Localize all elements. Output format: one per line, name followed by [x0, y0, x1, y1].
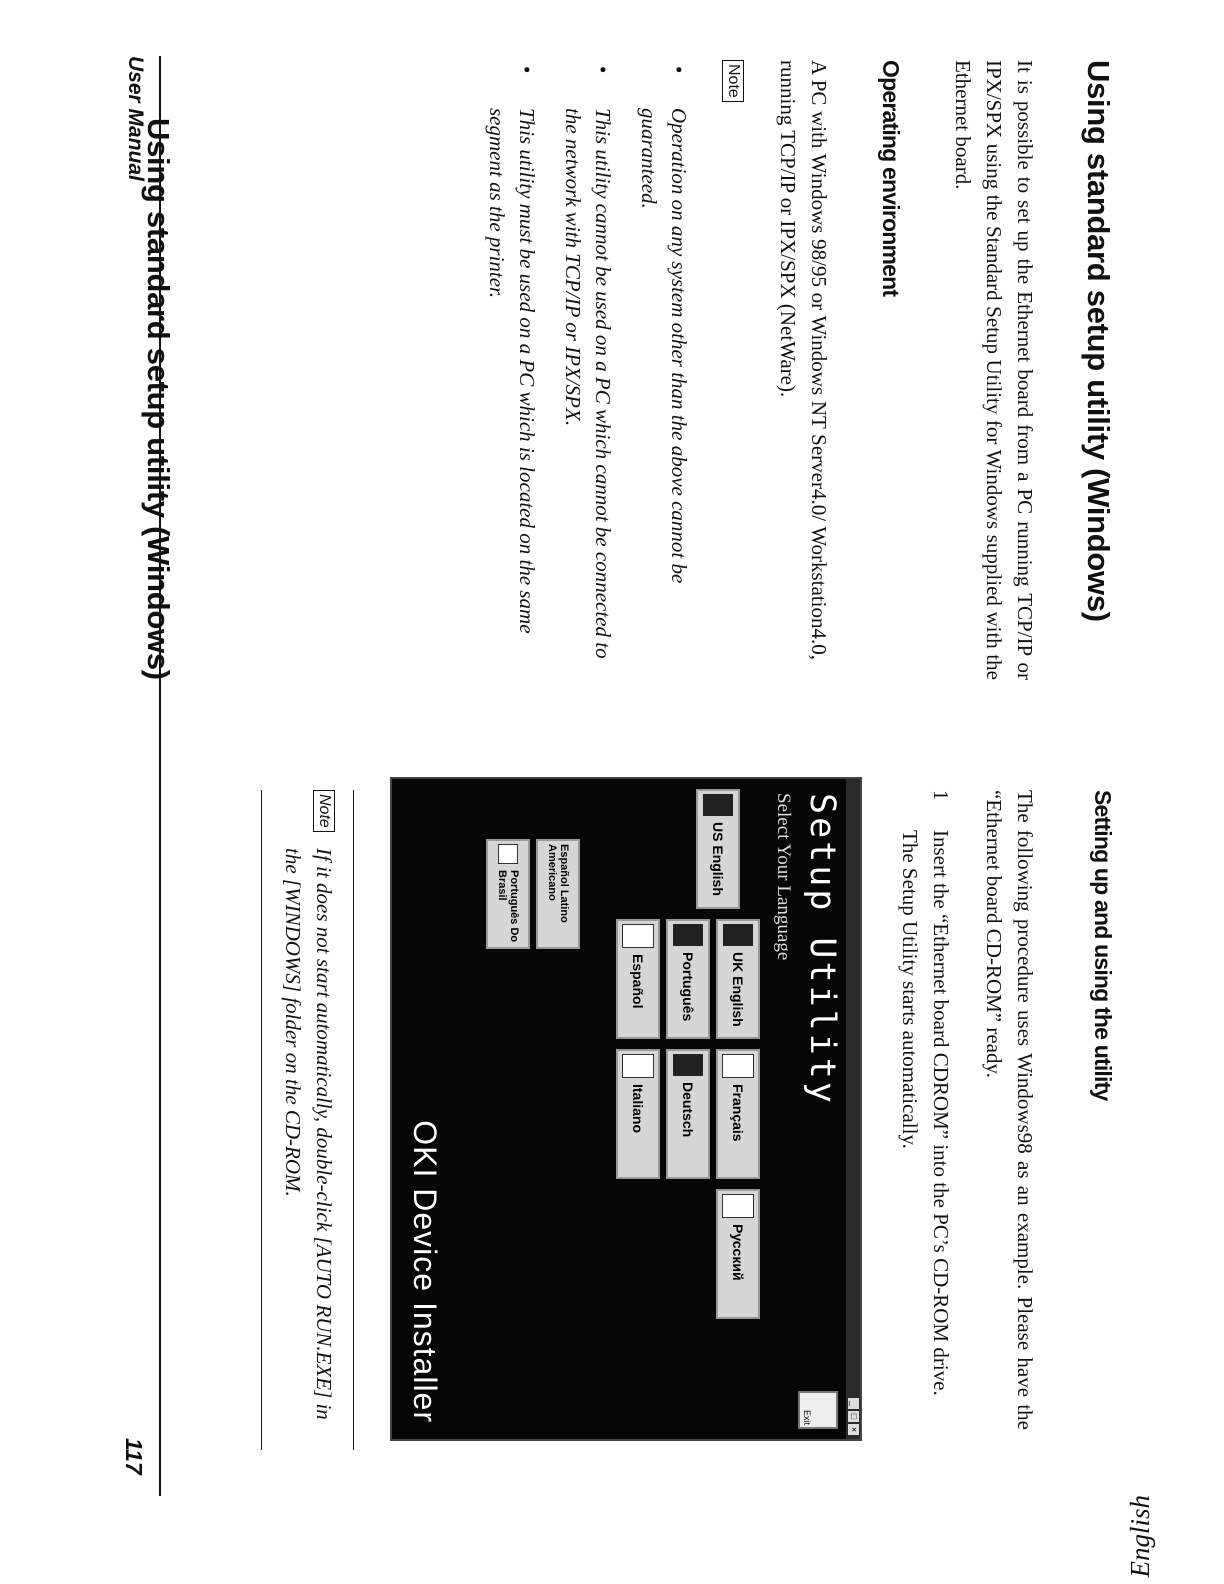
footer-manual-label: User Manual: [124, 56, 147, 181]
exit-button[interactable]: Exit: [798, 1391, 838, 1429]
note-text: If it does not start automatically, double-click [AUTO RUN.EXE] in the [WINDOWS] folder on the CD-ROM.: [281, 848, 336, 1420]
language-side-label: English: [1125, 1495, 1155, 1578]
page-number: 117: [121, 1438, 147, 1475]
flag-icon: [722, 1054, 754, 1078]
lang-button-us-english[interactable]: US English: [696, 789, 740, 909]
flag-icon: [673, 1054, 703, 1076]
operating-heading: Operating environment: [878, 60, 904, 297]
lang-button-italiano[interactable]: Italiano: [616, 1049, 660, 1179]
minimize-button[interactable]: _: [848, 1398, 859, 1409]
flag-icon: [722, 1194, 754, 1218]
note-icon: Note: [722, 60, 744, 102]
page-heading: Using standard setup utility (Windows): [141, 118, 176, 680]
operating-text: A PC with Windows 98/95 or Windows NT Server4.0/ Workstation4.0, running TCP/IP or IPX/SPX (NetWare).: [776, 60, 831, 660]
note-list: [466, 60, 694, 660]
step-number: 1: [929, 790, 953, 801]
lang-button-uk-english[interactable]: UK English: [716, 919, 760, 1039]
intro-text: It is possible to set up the Ethernet board from a PC running TCP/IP or IPX/SPX using the Standard Setup Utility for Windows supplied with the Ethernet board.: [951, 60, 1037, 680]
flag-icon: [723, 924, 753, 946]
lang-button-portugues[interactable]: Português: [666, 919, 710, 1039]
lang-button-deutsch[interactable]: Deutsch: [666, 1049, 710, 1179]
footer-divider: [159, 56, 161, 1496]
lang-button-espanol-latino[interactable]: Español Latino Americano: [536, 839, 580, 949]
list-item: • This utility cannot be used on a PC which cannot be connected to the network with TCP/IP or IPX/SPX.: [561, 66, 615, 659]
step-1: [894, 790, 956, 1430]
setup-note: [277, 790, 339, 1450]
note-icon: Note: [313, 790, 335, 832]
close-button[interactable]: ×: [848, 1424, 859, 1435]
lang-button-espanol[interactable]: Español: [616, 919, 660, 1039]
setup-heading: Setting up and using the utility: [1090, 790, 1116, 1101]
window-titlebar: [846, 779, 860, 1439]
utility-title: Setup Utility: [802, 793, 842, 1106]
installer-label: OKI Device Installer: [407, 1120, 443, 1423]
setup-intro: The following procedure uses Windows98 as an example. Please have the “Ethernet board CD-ROM” ready.: [982, 790, 1037, 1430]
list-item: • This utility must be used on a PC which is located on the same segment as the printer.: [485, 66, 539, 634]
lang-button-russian[interactable]: Русский: [716, 1189, 760, 1319]
step-text: Insert the “Ethernet board CDROM” into the PC’s CD-ROM drive. The Setup Utility starts automatically.: [898, 830, 953, 1396]
list-item: • Operation on any system other than the above cannot be guaranteed.: [637, 66, 691, 584]
maximize-button[interactable]: □: [848, 1411, 859, 1422]
flag-icon: [622, 1054, 654, 1078]
utility-subtitle: Select Your Language: [773, 793, 794, 961]
flag-icon: [622, 924, 654, 948]
lang-button-portugues-brasil[interactable]: Português Do Brasil: [486, 839, 530, 949]
flag-icon: [673, 924, 703, 946]
setup-utility-screenshot: [390, 777, 862, 1441]
flag-icon: [703, 794, 733, 816]
main-heading: Using standard setup utility (Windows): [1081, 60, 1116, 622]
lang-button-francais[interactable]: Français: [716, 1049, 760, 1179]
note-rule-bottom: [261, 790, 262, 1450]
flag-icon: [498, 844, 518, 864]
note-rule-top: [353, 790, 354, 1450]
